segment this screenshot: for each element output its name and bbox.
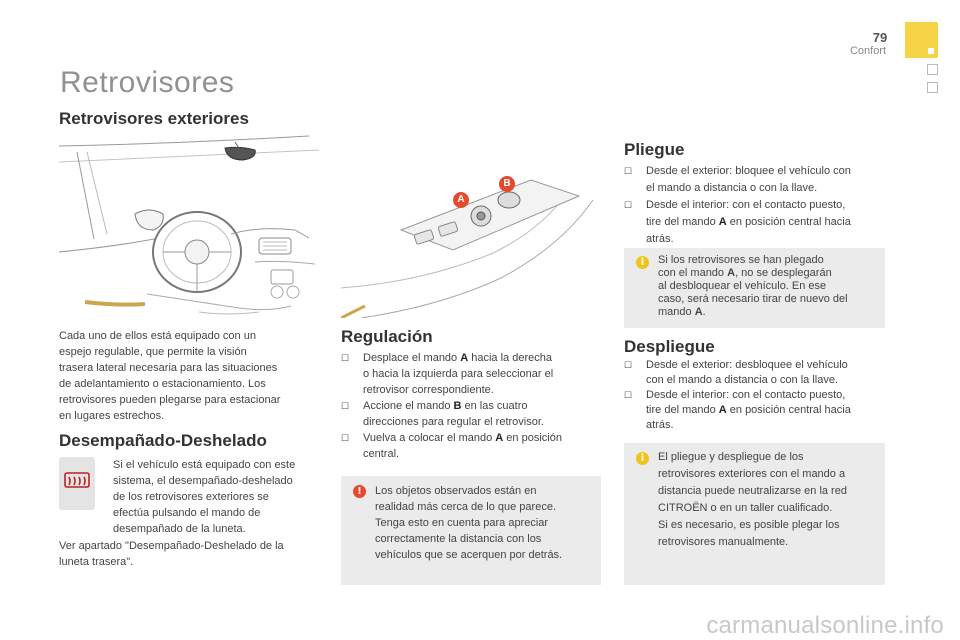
section-tab-active[interactable]	[905, 22, 938, 58]
page-title: Retrovisores	[60, 66, 235, 99]
bullet-marker-icon: ☐	[624, 200, 633, 210]
bullet-marker-icon: ☐	[341, 353, 350, 363]
bullet-marker-icon: ☐	[624, 390, 633, 400]
item-text: retrovisor correspondiente.	[363, 384, 494, 396]
note-text: con el mando	[658, 267, 728, 279]
intro-line: trasera lateral necesaria para las situaciones	[59, 362, 278, 374]
item-text: en posición central hacia	[726, 216, 851, 228]
section-name: Confort	[849, 45, 887, 57]
regulation-item	[341, 430, 601, 462]
info-text	[658, 449, 847, 551]
intro-line: espejo regulable, que permite la visión	[59, 346, 247, 358]
label-a-marker: A	[453, 192, 469, 208]
info-note-folded	[624, 248, 885, 328]
note-line: al desbloquear el vehículo. En ese	[658, 280, 827, 292]
item-text: direcciones para regular el retrovisor.	[363, 416, 544, 428]
info-icon: i	[636, 452, 649, 465]
item-text: en posición central hacia	[726, 404, 851, 416]
control-letter: B	[453, 400, 462, 412]
note-text: .	[702, 306, 706, 318]
unfold-heading: Despliegue	[624, 337, 715, 356]
defrost-line: de los retrovisores exteriores se	[113, 491, 269, 503]
fold-item	[624, 163, 886, 197]
unfold-item	[624, 358, 886, 388]
item-text: tire del mando	[646, 216, 719, 228]
item-text: el mando a distancia o con la llave.	[646, 182, 818, 194]
item-text: Desde el exterior: desbloquee el vehículo	[646, 359, 848, 371]
unfold-list	[624, 358, 886, 433]
defrost-line: sistema, el desempañado-deshelado	[113, 475, 293, 487]
info-note-neutralize	[624, 443, 885, 585]
item-text: con el mando a distancia o con la llave.	[646, 374, 839, 386]
bullet-marker-icon: ☐	[624, 166, 633, 176]
note-line: caso, será necesario tirar de nuevo del	[658, 293, 848, 305]
info-text	[658, 254, 848, 319]
section-tab[interactable]	[927, 64, 938, 75]
note-line	[658, 267, 848, 280]
regulation-item	[341, 350, 601, 398]
note-line: Si es necesario, es posible plegar los	[658, 519, 840, 531]
car-interior-illustration	[59, 134, 319, 317]
item-text: Desplace el mando	[363, 352, 461, 364]
control-letter: A	[495, 432, 504, 444]
item-text: Desde el interior: con el contacto puesto,	[646, 389, 846, 401]
defrost-heading: Desempañado-Deshelado	[59, 431, 267, 450]
note-line: realidad más cerca de lo que parece.	[375, 501, 556, 513]
item-text: Accione el mando	[363, 400, 454, 412]
regulation-item	[341, 398, 601, 430]
item-text: atrás.	[646, 419, 674, 431]
intro-line: en lugares estrechos.	[59, 410, 165, 422]
defrost-reference	[59, 538, 284, 570]
control-letter: A	[460, 352, 469, 364]
note-line	[658, 306, 848, 319]
item-text: o hacia la izquierda para seleccionar el	[363, 368, 554, 380]
defrost-line: efectúa pulsando el mando de	[113, 507, 261, 519]
note-line: CITROËN o en un taller cualificado.	[658, 502, 833, 514]
note-line: retrovisores manualmente.	[658, 536, 789, 548]
note-line: Los objetos observados están en	[375, 485, 537, 497]
note-line: retrovisores exteriores con el mando a	[658, 468, 846, 480]
item-text: hacia la derecha	[468, 352, 552, 364]
warning-note	[341, 476, 601, 585]
item-text: Desde el exterior: bloquee el vehículo con	[646, 165, 851, 177]
regulation-heading: Regulación	[341, 327, 433, 346]
reference-line: Ver apartado "Desempañado-Deshelado de la	[59, 540, 284, 552]
note-line: correctamente la distancia con los	[375, 533, 542, 545]
intro-line: Cada uno de ellos está equipado con un	[59, 330, 256, 342]
item-text: tire del mando	[646, 404, 719, 416]
control-letter: A	[727, 267, 736, 279]
fold-heading: Pliegue	[624, 140, 685, 159]
item-text: en las cuatro	[461, 400, 528, 412]
warning-text	[375, 483, 562, 563]
defrost-line: Si el vehículo está equipado con este	[113, 459, 296, 471]
item-text: en posición	[503, 432, 562, 444]
section-tab[interactable]	[927, 82, 938, 93]
reference-line: luneta trasera".	[59, 556, 134, 568]
unfold-item	[624, 388, 886, 433]
regulation-list	[341, 350, 601, 462]
note-line: vehículos que se acerquen por detrás.	[375, 549, 563, 561]
intro-line: retrovisores pueden plegarse para estacionar	[59, 394, 281, 406]
label-b-marker: B	[499, 176, 515, 192]
rear-defrost-icon	[59, 457, 95, 510]
section-heading: Retrovisores exteriores	[59, 109, 249, 128]
bullet-marker-icon: ☐	[624, 360, 633, 370]
intro-paragraph	[59, 328, 280, 424]
defrost-line: desempañado de la luneta.	[113, 523, 246, 535]
note-text: mando	[658, 306, 695, 318]
note-line: Si los retrovisores se han plegado	[658, 254, 824, 266]
mirror-control-illustration	[341, 170, 601, 318]
note-line: Tenga esto en cuenta para apreciar	[375, 517, 549, 529]
item-text: Desde el interior: con el contacto puesto,	[646, 199, 846, 211]
fold-item	[624, 197, 886, 248]
item-text: Vuelva a colocar el mando	[363, 432, 496, 444]
item-text: central.	[363, 448, 400, 460]
note-text: , no se desplegarán	[735, 267, 832, 279]
intro-line: de adelantamiento o estacionamiento. Los	[59, 378, 266, 390]
bullet-marker-icon: ☐	[341, 401, 350, 411]
note-line: distancia puede neutralizarse en la red	[658, 485, 847, 497]
note-line: El pliegue y despliegue de los	[658, 451, 804, 463]
item-text: atrás.	[646, 233, 674, 245]
defrost-paragraph	[113, 457, 295, 537]
control-letter: A	[694, 306, 703, 318]
control-letter: A	[718, 404, 727, 416]
fold-list	[624, 163, 886, 248]
bullet-marker-icon: ☐	[341, 433, 350, 443]
watermark: carmanualsonline.info	[706, 612, 944, 639]
info-icon: i	[636, 256, 649, 269]
page-number: 79	[872, 30, 888, 45]
warning-icon: !	[353, 485, 366, 498]
control-letter: A	[718, 216, 727, 228]
